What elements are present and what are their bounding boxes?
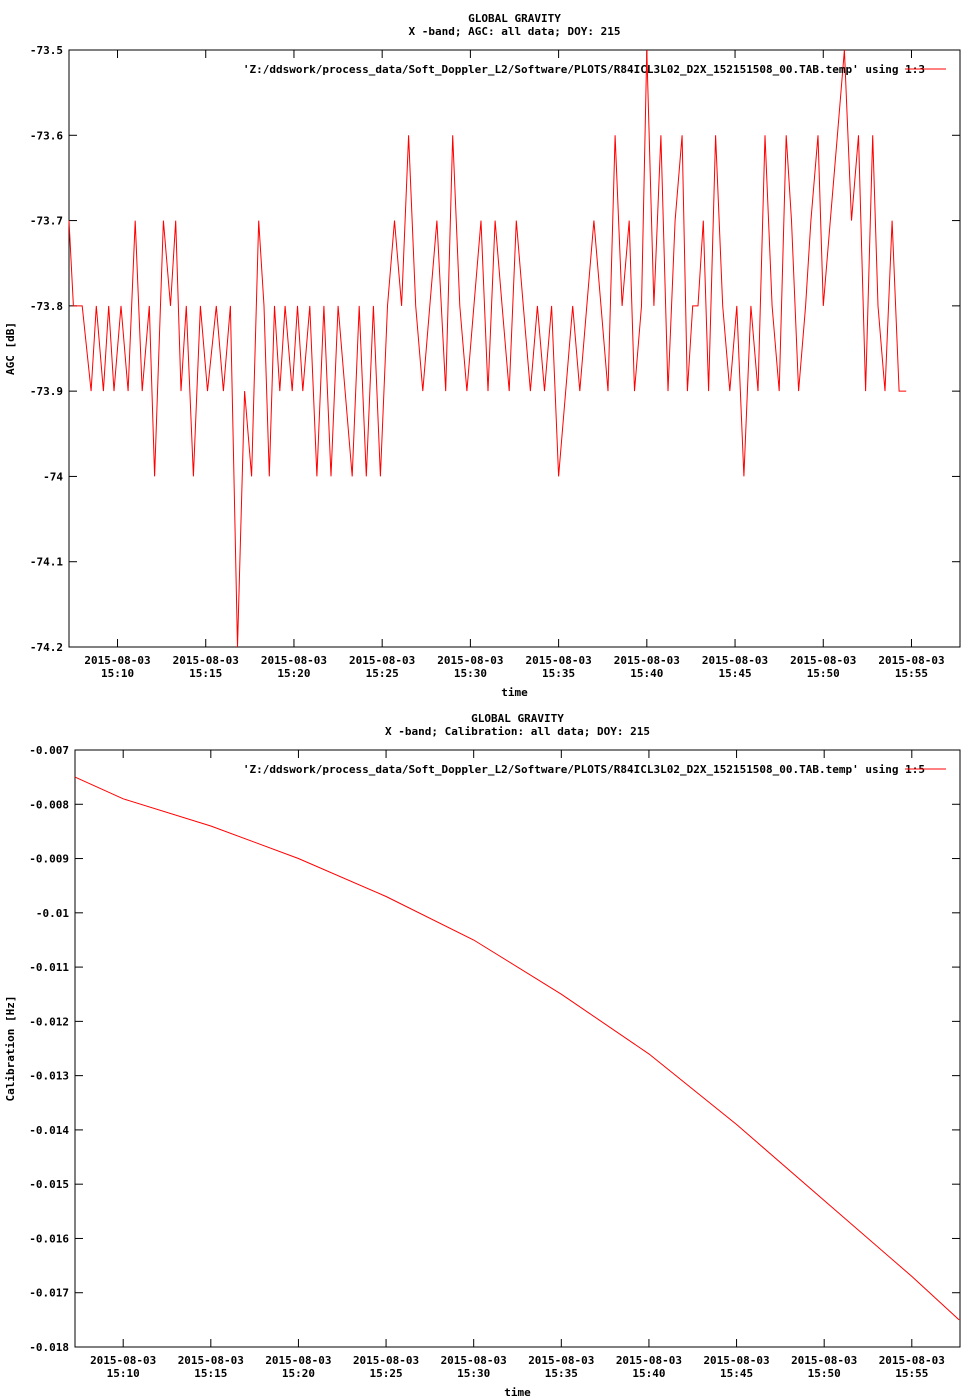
plot-frame <box>75 750 960 1347</box>
y-tick-label: -0.008 <box>29 798 69 812</box>
x-tick-time-label: 15:35 <box>542 667 576 680</box>
x-tick-date-label: 2015-08-03 <box>703 1354 770 1367</box>
chart-title: GLOBAL GRAVITY <box>468 12 561 25</box>
chart-title: GLOBAL GRAVITY <box>471 712 564 725</box>
x-tick-time-label: 15:15 <box>194 1367 228 1380</box>
x-tick-date-label: 2015-08-03 <box>878 654 945 667</box>
x-tick-date-label: 2015-08-03 <box>440 1354 507 1367</box>
y-tick-label: -73.9 <box>29 385 63 399</box>
y-axis-label: AGC [dB] <box>4 322 17 375</box>
x-tick-time-label: 15:45 <box>718 667 752 680</box>
y-tick-label: -74 <box>43 470 63 484</box>
y-tick-label: -73.5 <box>29 44 63 57</box>
y-tick-label: -0.017 <box>29 1286 69 1300</box>
x-tick-time-label: 15:55 <box>894 667 929 680</box>
y-tick-label: -0.009 <box>29 852 69 866</box>
x-tick-date-label: 2015-08-03 <box>84 654 151 667</box>
x-tick-time-label: 15:20 <box>277 667 311 680</box>
x-tick-time-label: 15:25 <box>365 667 399 680</box>
x-tick-date-label: 2015-08-03 <box>528 1354 595 1367</box>
x-tick-date-label: 2015-08-03 <box>90 1354 157 1367</box>
y-tick-label: -0.014 <box>29 1123 69 1137</box>
x-tick-time-label: 15:50 <box>806 667 840 680</box>
y-tick-label: -0.01 <box>35 906 69 920</box>
y-tick-label: -74.2 <box>29 641 63 654</box>
chart-subtitle: X -band; AGC: all data; DOY: 215 <box>408 25 621 38</box>
x-tick-date-label: 2015-08-03 <box>701 654 769 667</box>
y-tick-label: -0.011 <box>29 961 69 975</box>
x-tick-date-label: 2015-08-03 <box>260 654 328 667</box>
x-tick-date-label: 2015-08-03 <box>525 654 592 667</box>
chart-subtitle: X -band; Calibration: all data; DOY: 215 <box>385 725 650 738</box>
x-tick-date-label: 2015-08-03 <box>878 1354 945 1367</box>
x-axis-label: time <box>501 686 528 699</box>
x-tick-time-label: 15:40 <box>632 1367 666 1380</box>
legend-label: 'Z:/ddswork/process_data/Soft_Doppler_L2/Software/PLOTS/R84ICL3L02_D2X_152151508_00.TAB.temp' using 1:3 <box>242 63 925 76</box>
y-tick-label: -0.012 <box>29 1015 69 1029</box>
plot-frame <box>69 50 960 647</box>
x-tick-time-label: 15:30 <box>457 1367 491 1380</box>
y-tick-label: -0.015 <box>29 1178 69 1192</box>
y-tick-label: -0.018 <box>29 1341 69 1354</box>
y-tick-label: -0.007 <box>29 744 69 757</box>
x-tick-date-label: 2015-08-03 <box>172 654 239 667</box>
x-tick-date-label: 2015-08-03 <box>265 1354 332 1367</box>
x-tick-date-label: 2015-08-03 <box>615 1354 683 1367</box>
x-tick-time-label: 15:10 <box>106 1367 140 1380</box>
chart-1 <box>4 12 960 699</box>
x-tick-date-label: 2015-08-03 <box>613 654 680 667</box>
x-tick-date-label: 2015-08-03 <box>177 1354 244 1367</box>
y-tick-label: -74.1 <box>29 555 63 569</box>
x-tick-time-label: 15:40 <box>630 667 664 680</box>
y-tick-label: -0.013 <box>29 1069 69 1083</box>
x-tick-date-label: 2015-08-03 <box>790 654 857 667</box>
legend-label: 'Z:/ddswork/process_data/Soft_Doppler_L2/Software/PLOTS/R84ICL3L02_D2X_152151508_00.TAB.temp' using 1:5 <box>242 763 925 776</box>
x-tick-time-label: 15:50 <box>807 1367 841 1380</box>
x-tick-date-label: 2015-08-03 <box>791 1354 858 1367</box>
x-tick-time-label: 15:20 <box>281 1367 316 1380</box>
y-tick-label: -73.6 <box>29 129 63 143</box>
x-tick-date-label: 2015-08-03 <box>349 654 416 667</box>
y-tick-label: -0.016 <box>29 1232 69 1246</box>
x-tick-date-label: 2015-08-03 <box>437 654 504 667</box>
y-tick-label: -73.8 <box>29 299 63 313</box>
chart-2 <box>4 712 960 1399</box>
x-tick-time-label: 15:10 <box>100 667 135 680</box>
y-axis-label: Calibration [Hz] <box>4 995 17 1102</box>
series-line <box>69 50 906 647</box>
x-tick-time-label: 15:25 <box>369 1367 403 1380</box>
series-line <box>75 777 959 1320</box>
x-tick-time-label: 15:45 <box>719 1367 754 1380</box>
x-tick-time-label: 15:55 <box>895 1367 929 1380</box>
x-tick-time-label: 15:30 <box>453 667 487 680</box>
x-tick-date-label: 2015-08-03 <box>352 1354 420 1367</box>
x-axis-label: time <box>504 1386 531 1399</box>
y-tick-label: -73.7 <box>29 214 63 228</box>
x-tick-time-label: 15:15 <box>189 667 223 680</box>
x-tick-time-label: 15:35 <box>544 1367 578 1380</box>
